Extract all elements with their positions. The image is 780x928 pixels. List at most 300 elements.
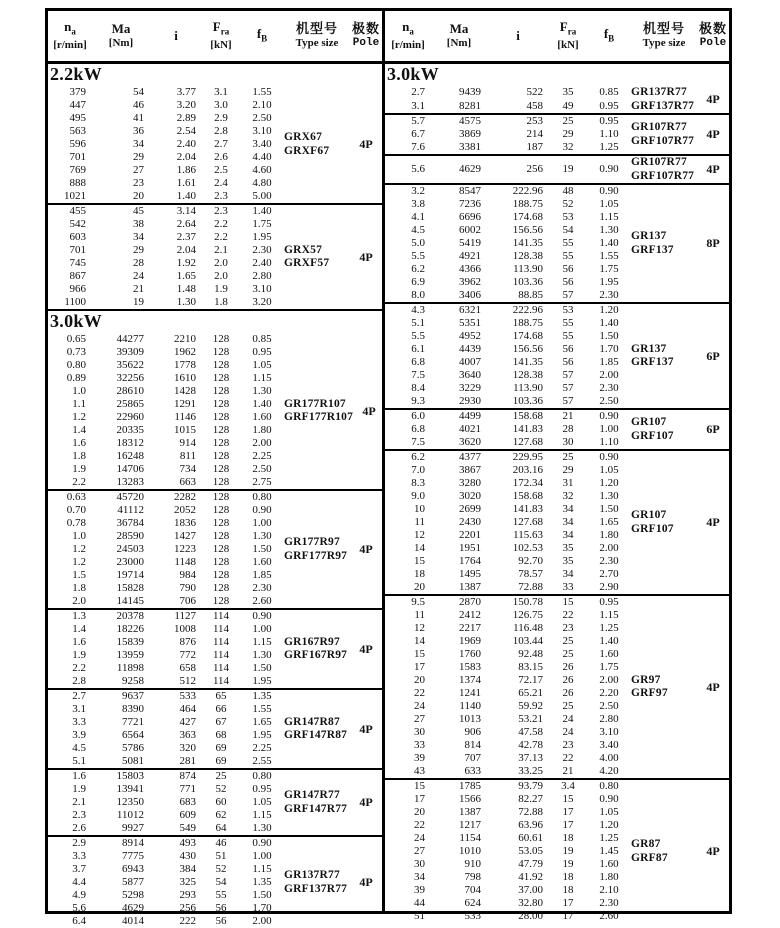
spec-cell: 2052 — [174, 504, 196, 516]
spec-cell: 55 — [562, 330, 574, 342]
spec-cell: 6.8 — [411, 423, 425, 435]
spec-cell: 1.10 — [599, 436, 619, 448]
spec-cell: 3.1 — [72, 703, 86, 715]
spec-cell: 5877 — [122, 876, 144, 888]
spec-cell: 0.73 — [66, 346, 86, 358]
table-header — [385, 11, 729, 64]
spec-cell: 427 — [179, 716, 196, 728]
column-symbol: 机型号 — [642, 21, 685, 36]
spec-cell: 493 — [179, 837, 196, 849]
spec-cell: 6.1 — [411, 343, 425, 355]
spec-cell: 2.0 — [214, 257, 228, 269]
spec-cell: 5298 — [122, 889, 144, 901]
spec-cell: 1.92 — [176, 257, 196, 269]
spec-cell: 6321 — [459, 304, 481, 316]
type-size-line: GR107 — [631, 509, 667, 521]
spec-cell: 114 — [212, 662, 230, 674]
spec-cell: 114 — [212, 675, 230, 687]
spec-cell: 69 — [215, 755, 227, 767]
spec-cell: 2.30 — [252, 244, 272, 256]
spec-cell: 5.1 — [411, 317, 425, 329]
spec-cell: 38 — [133, 218, 144, 230]
type-size-label — [631, 86, 697, 113]
spec-cell: 32 — [562, 141, 574, 153]
column-header — [240, 27, 284, 46]
spec-cell: 26 — [562, 674, 574, 686]
spec-cell: 1.15 — [252, 636, 272, 648]
spec-cell: 14706 — [116, 463, 144, 475]
spec-cell: 1.61 — [176, 177, 196, 189]
column-unit: [Nm] — [108, 37, 134, 49]
spec-cell: 2.30 — [599, 555, 619, 567]
spec-cell: 174.68 — [512, 330, 543, 342]
spec-cell: 2.7 — [214, 138, 228, 150]
spec-cell: 141.83 — [512, 503, 543, 515]
spec-cell: 32 — [562, 490, 574, 502]
spec-cell: 2.00 — [599, 542, 619, 554]
column-symbol: 极数 — [351, 21, 380, 36]
spec-cell: 1760 — [459, 648, 481, 660]
spec-cell: 68 — [215, 729, 227, 741]
spec-cell: 5786 — [122, 742, 144, 754]
spec-cell: 30 — [562, 436, 574, 448]
spec-cell: 563 — [69, 125, 86, 137]
pole-label: 8P — [706, 236, 720, 250]
spec-cell: 1.10 — [599, 128, 619, 140]
spec-cell: 1.95 — [252, 231, 272, 243]
spec-cell: 18 — [562, 832, 574, 844]
spec-cell: 0.95 — [599, 99, 619, 112]
spec-cell: 45720 — [116, 491, 144, 503]
spec-cell: 126.75 — [512, 609, 543, 621]
spec-cell: 25 — [215, 770, 227, 782]
spec-cell: 320 — [179, 742, 196, 754]
spec-cell: 158.68 — [512, 490, 543, 502]
spec-cell: 2.9 — [72, 837, 86, 849]
spec-cell: 102.53 — [512, 542, 543, 554]
type-size-line: GRF107R77 — [631, 169, 695, 182]
spec-cell: 4021 — [459, 423, 481, 435]
spec-cell: 2.30 — [599, 289, 619, 301]
spec-cell: 1.4 — [72, 623, 86, 635]
spec-cell: 1127 — [174, 610, 196, 622]
spec-cell: 28590 — [116, 530, 144, 542]
type-size-line: GRXF57 — [284, 257, 330, 269]
spec-cell: 17 — [562, 819, 574, 831]
spec-cell: 44 — [414, 897, 425, 909]
spec-cell: 222.96 — [512, 304, 543, 316]
spec-cell: 2.00 — [252, 915, 272, 927]
pole-label: 4P — [706, 127, 720, 141]
spec-cell: 4575 — [459, 115, 481, 127]
spec-cell: 59.92 — [518, 700, 543, 712]
spec-cell: 25 — [562, 115, 574, 127]
spec-cell: 0.89 — [66, 372, 86, 384]
spec-cell: 8914 — [122, 837, 144, 849]
spec-cell: 3.4 — [561, 780, 575, 792]
column-header — [350, 22, 382, 50]
spec-cell: 114 — [212, 623, 230, 635]
spec-cell: 21 — [133, 283, 144, 295]
spec-cell: 1.30 — [599, 224, 619, 236]
spec-cell: 1.50 — [252, 662, 272, 674]
spec-cell: 1100 — [64, 296, 86, 308]
spec-cell: 2.50 — [599, 395, 619, 407]
spec-cell: 52 — [215, 783, 227, 795]
spec-cell: 1.2 — [72, 411, 86, 423]
type-size-label — [631, 509, 697, 536]
spec-cell: 188.75 — [512, 198, 543, 210]
spec-cell: 51 — [215, 850, 227, 862]
spec-cell: 512 — [179, 675, 196, 687]
spec-cell: 1223 — [174, 543, 196, 555]
spec-cell: 9258 — [122, 675, 144, 687]
spec-cell: 633 — [464, 765, 481, 777]
pole-label: 4P — [359, 875, 373, 889]
type-size-label — [631, 416, 697, 443]
spec-cell: 34 — [414, 871, 425, 883]
spec-cell: 495 — [69, 112, 86, 124]
spec-cell: 25 — [562, 451, 574, 463]
type-size-label — [284, 636, 350, 663]
spec-cell: 0.80 — [252, 770, 272, 782]
spec-cell: 7236 — [459, 198, 481, 210]
spec-cell: 141.35 — [512, 237, 543, 249]
spec-cell: 1.2 — [72, 556, 86, 568]
spec-cell: 39309 — [116, 346, 144, 358]
spec-cell: 1.00 — [252, 850, 272, 862]
spec-cell: 464 — [179, 703, 196, 715]
spec-cell: 9637 — [122, 690, 144, 702]
spec-cell: 1.30 — [599, 490, 619, 502]
spec-cell: 3406 — [459, 289, 481, 301]
spec-cell: 5.6 — [72, 902, 86, 914]
spec-cell: 1778 — [174, 359, 196, 371]
spec-cell: 141.83 — [512, 423, 543, 435]
spec-cell: 363 — [179, 729, 196, 741]
spec-cell: 2.70 — [599, 568, 619, 580]
spec-cell: 25 — [562, 635, 574, 647]
spec-cell: 28 — [562, 423, 574, 435]
spec-cell: 35622 — [116, 359, 144, 371]
spec-cell: 62 — [215, 809, 227, 821]
spec-cell: 54 — [215, 876, 227, 888]
spec-cell: 113.90 — [513, 263, 543, 275]
spec-cell: 0.80 — [66, 359, 86, 371]
spec-cell: 1836 — [174, 517, 196, 529]
pole-label: 4P — [706, 162, 720, 176]
type-size-line: GR97 — [631, 673, 661, 686]
spec-group — [48, 203, 382, 309]
type-size-line: GR147R77 — [284, 789, 340, 801]
spec-cell: 128 — [212, 556, 230, 568]
type-size-line: GR137R77 — [631, 86, 687, 98]
spec-cell: 1.40 — [252, 398, 272, 410]
spec-cell: 6002 — [459, 224, 481, 236]
spec-cell: 41112 — [117, 504, 144, 516]
spec-cell: 28 — [133, 257, 144, 269]
spec-cell: 1.25 — [599, 832, 619, 844]
spec-cell: 128 — [212, 476, 230, 488]
spec-cell: 533 — [179, 690, 196, 702]
spec-cell: 3280 — [459, 477, 481, 489]
spec-cell: 0.90 — [599, 410, 619, 422]
table-body — [385, 64, 729, 923]
spec-cell: 1.9 — [214, 283, 228, 295]
spec-cell: 1.30 — [176, 296, 196, 308]
spec-cell: 1010 — [459, 845, 481, 857]
spec-cell: 0.85 — [252, 333, 272, 345]
spec-cell: 21 — [562, 765, 574, 777]
spec-cell: 2.64 — [176, 218, 196, 230]
spec-cell: 771 — [179, 783, 196, 795]
spec-cell: 128 — [212, 543, 230, 555]
spec-cell: 1.55 — [252, 703, 272, 715]
spec-group — [48, 333, 382, 489]
spec-cell: 603 — [69, 231, 86, 243]
spec-cell: 6696 — [459, 211, 481, 223]
spec-cell: 150.78 — [512, 596, 543, 608]
spec-cell: 55 — [562, 317, 574, 329]
spec-cell: 17 — [562, 910, 574, 922]
spec-cell: 2.30 — [599, 382, 619, 394]
spec-cell: 3.1 — [214, 86, 228, 98]
pole-label: 4P — [359, 721, 373, 736]
spec-cell: 769 — [69, 164, 86, 176]
spec-cell: 2.60 — [252, 595, 272, 607]
spec-cell: 4.3 — [411, 304, 425, 316]
spec-cell: 41.92 — [518, 871, 543, 883]
spec-cell: 1.8 — [214, 296, 228, 308]
pole-label: 4P — [706, 844, 720, 858]
spec-cell: 1.15 — [252, 809, 272, 821]
spec-cell: 23000 — [116, 556, 144, 568]
type-size-line: GR107R77 — [631, 121, 687, 133]
spec-cell: 29 — [133, 244, 144, 256]
spec-cell: 66 — [215, 703, 227, 715]
column-unit: [kN] — [210, 39, 232, 52]
type-size-line: GR107R77 — [631, 156, 687, 168]
spec-cell: 1013 — [459, 713, 481, 725]
spec-cell: 64 — [215, 822, 227, 834]
spec-cell: 14 — [414, 542, 425, 554]
column-unit: Pole — [699, 37, 727, 49]
spec-group — [48, 608, 382, 688]
spec-cell: 5.7 — [411, 115, 425, 127]
spec-cell: 25865 — [116, 398, 144, 410]
spec-cell: 1374 — [459, 674, 481, 686]
spec-cell: 55 — [562, 237, 574, 249]
spec-cell: 229.95 — [512, 451, 543, 463]
spec-cell: 4952 — [459, 330, 481, 342]
spec-cell: 542 — [69, 218, 86, 230]
spec-cell: 11012 — [116, 809, 144, 821]
spec-cell: 1.70 — [252, 902, 272, 914]
spec-cell: 1.65 — [252, 716, 272, 728]
table-body — [48, 64, 382, 928]
spec-cell: 21 — [562, 410, 574, 422]
spec-cell: 3.40 — [599, 739, 619, 751]
spec-cell: 3.10 — [252, 125, 272, 137]
spec-cell: 9927 — [122, 822, 144, 834]
type-size-label — [284, 789, 350, 816]
spec-cell: 3867 — [459, 464, 481, 476]
spec-cell: 188.75 — [512, 317, 543, 329]
spec-cell: 6.7 — [411, 128, 425, 140]
spec-cell: 2.0 — [72, 595, 86, 607]
spec-cell: 128 — [212, 333, 230, 345]
spec-cell: 25 — [562, 648, 574, 660]
spec-cell: 3.0 — [214, 99, 228, 111]
column-header — [631, 22, 697, 50]
spec-cell: 1.00 — [252, 517, 272, 529]
spec-group — [48, 489, 382, 608]
spec-cell: 15 — [414, 780, 425, 792]
spec-cell: 9.3 — [411, 395, 425, 407]
spec-cell: 2930 — [459, 395, 481, 407]
spec-cell: 1.9 — [72, 783, 86, 795]
spec-cell: 20 — [414, 806, 425, 818]
spec-cell: 874 — [179, 770, 196, 782]
pole-label: 4P — [359, 542, 373, 556]
spec-cell: 2217 — [459, 622, 481, 634]
column-symbol: $F_{ra}$ — [212, 18, 230, 37]
spec-cell: 5.0 — [411, 237, 425, 249]
column-symbol: $f_B$ — [256, 25, 268, 44]
spec-cell: 128 — [212, 595, 230, 607]
spec-cell: 1.00 — [252, 623, 272, 635]
column-header — [549, 20, 587, 53]
column-unit: Type size — [642, 37, 686, 49]
spec-group — [385, 408, 729, 449]
type-size-line: GR107 — [631, 416, 667, 428]
spec-cell: 624 — [464, 897, 481, 909]
spec-cell: 222 — [179, 915, 196, 927]
spec-cell: 22 — [562, 752, 574, 764]
spec-cell: 12 — [414, 529, 425, 541]
spec-cell: 384 — [179, 863, 196, 875]
spec-cell: 1.30 — [252, 530, 272, 542]
spec-cell: 1.65 — [599, 516, 619, 528]
spec-cell: 46 — [133, 99, 144, 111]
spec-cell: 1.85 — [252, 569, 272, 581]
column-header — [284, 22, 350, 50]
spec-cell: 4007 — [459, 356, 481, 368]
spec-cell: 1154 — [459, 832, 481, 844]
spec-group — [385, 302, 729, 408]
power-section-title: 2.2kW — [50, 64, 103, 84]
spec-cell: 2.80 — [252, 270, 272, 282]
spec-cell: 34 — [562, 516, 574, 528]
spec-cell: 20 — [414, 581, 425, 593]
spec-cell: 1.20 — [599, 304, 619, 316]
column-unit: [Nm] — [446, 37, 472, 49]
type-size-label — [631, 343, 697, 370]
spec-cell: 18 — [562, 884, 574, 896]
spec-cell: 4.1 — [411, 211, 425, 223]
spec-cell: 16248 — [116, 450, 144, 462]
spec-cell: 1387 — [459, 581, 481, 593]
spec-cell: 103.44 — [512, 635, 543, 647]
column-header — [150, 29, 202, 43]
spec-cell: 22960 — [116, 411, 144, 423]
spec-cell: 34 — [562, 529, 574, 541]
spec-cell: 3620 — [459, 436, 481, 448]
spec-cell: 1021 — [64, 190, 86, 202]
spec-cell: 92.48 — [518, 648, 543, 660]
column-symbol: i — [516, 28, 520, 43]
spec-cell: 53.21 — [518, 713, 543, 725]
spec-cell: 53 — [562, 304, 574, 316]
spec-cell: 127.68 — [512, 436, 543, 448]
spec-cell: 663 — [179, 476, 196, 488]
type-size-label — [284, 398, 353, 425]
spec-cell: 1140 — [459, 700, 481, 712]
spec-cell: 8.4 — [411, 382, 425, 394]
spec-cell: 88.85 — [518, 289, 543, 301]
spec-cell: 1.9 — [72, 463, 86, 475]
spec-cell: 128 — [212, 504, 230, 516]
spec-cell: 0.95 — [252, 346, 272, 358]
spec-cell: 72.88 — [518, 806, 543, 818]
spec-cell: 114 — [212, 649, 230, 661]
spec-cell: 2210 — [174, 333, 196, 345]
spec-cell: 52 — [215, 863, 227, 875]
column-symbol: Ma — [449, 21, 469, 36]
spec-cell: 1427 — [174, 530, 196, 542]
column-header — [697, 22, 729, 50]
spec-cell: 174.68 — [512, 211, 543, 223]
spec-cell: 1.95 — [252, 729, 272, 741]
spec-cell: 2282 — [174, 491, 196, 503]
spec-cell: 19 — [562, 845, 574, 857]
spec-cell: 2.25 — [252, 450, 272, 462]
spec-cell: 1.05 — [252, 359, 272, 371]
spec-cell: 1.15 — [252, 863, 272, 875]
spec-cell: 3229 — [459, 382, 481, 394]
spec-cell: 22 — [414, 819, 425, 831]
spec-cell: 706 — [179, 595, 196, 607]
spec-cell: 2.3 — [214, 205, 228, 217]
column-symbol: 机型号 — [295, 21, 338, 36]
spec-cell: 6.9 — [411, 276, 425, 288]
spec-cell: 2.6 — [72, 822, 86, 834]
spec-cell: 1.05 — [252, 796, 272, 808]
spec-cell: 4.5 — [72, 742, 86, 754]
spec-cell: 2.90 — [599, 581, 619, 593]
spec-cell: 867 — [69, 270, 86, 282]
spec-cell: 1.15 — [252, 372, 272, 384]
spec-cell: 30 — [414, 726, 425, 738]
spec-cell: 1.00 — [599, 423, 619, 435]
spec-cell: 33 — [562, 581, 574, 593]
spec-cell: 32256 — [116, 372, 144, 384]
spec-cell: 12 — [414, 622, 425, 634]
spec-cell: 24 — [414, 832, 425, 844]
spec-cell: 15 — [414, 648, 425, 660]
spec-cell: 2430 — [459, 516, 481, 528]
spec-cell: 187 — [526, 141, 543, 153]
spec-cell: 20 — [133, 190, 144, 202]
spec-cell: 0.90 — [599, 163, 619, 175]
spec-cell: 57 — [562, 289, 574, 301]
spec-cell: 0.95 — [599, 115, 619, 127]
spec-cell: 12350 — [116, 796, 144, 808]
pole-label: 4P — [359, 249, 373, 264]
spec-cell: 39 — [414, 752, 425, 764]
spec-cell: 4921 — [459, 250, 481, 262]
spec-cell: 2.40 — [252, 257, 272, 269]
